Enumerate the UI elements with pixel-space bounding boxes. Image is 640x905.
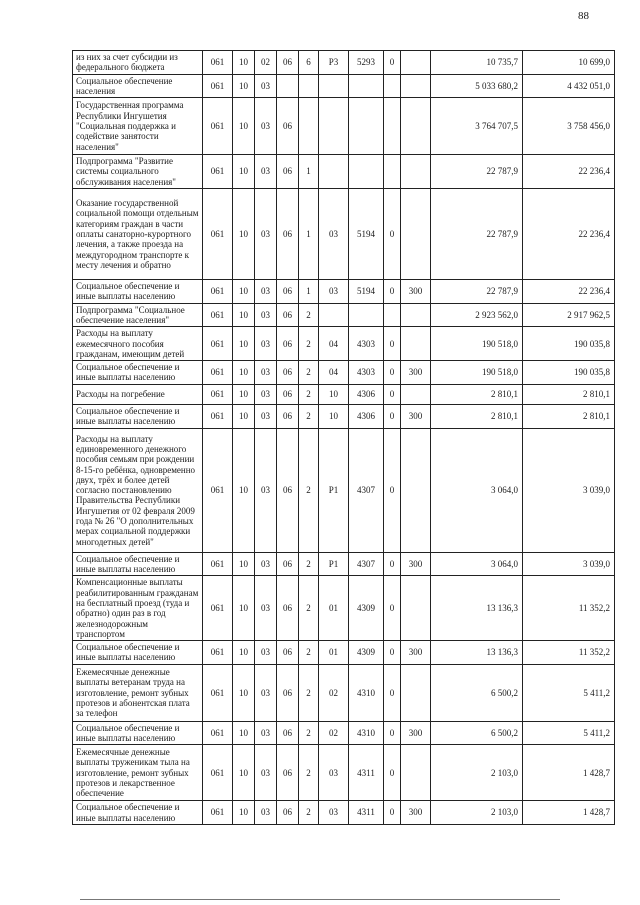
- code-section-cell: 10: [233, 327, 255, 361]
- code-extra-cell: 0: [384, 404, 401, 428]
- code-program-cell: 06: [277, 721, 299, 745]
- code-event-cell: [319, 155, 349, 189]
- row-name-cell: Расходы на выплату ежемесячного пособия гражданам, имеющим детей: [73, 327, 203, 361]
- code-event-cell: 04: [319, 361, 349, 385]
- amount-actual-cell: 11 352,2: [523, 641, 615, 665]
- expense-type-cell: 300: [401, 641, 431, 665]
- code-subprogram-cell: 2: [299, 361, 319, 385]
- code-program-cell: 06: [277, 303, 299, 327]
- code-extra-cell: [384, 98, 401, 155]
- code-section-cell: 10: [233, 155, 255, 189]
- amount-actual-cell: 190 035,8: [523, 327, 615, 361]
- code-program-cell: 06: [277, 98, 299, 155]
- code-direction-cell: 4309: [349, 576, 384, 641]
- code-admin-cell: 061: [203, 361, 233, 385]
- code-section-cell: 10: [233, 51, 255, 75]
- amount-planned-cell: 3 764 707,5: [431, 98, 523, 155]
- code-subsection-cell: 03: [255, 641, 277, 665]
- code-extra-cell: 0: [384, 384, 401, 404]
- code-section-cell: 10: [233, 189, 255, 280]
- code-section-cell: 10: [233, 404, 255, 428]
- amount-actual-cell: 3 039,0: [523, 428, 615, 552]
- amount-actual-cell: 5 411,2: [523, 721, 615, 745]
- table-row: [73, 384, 615, 404]
- code-program-cell: 06: [277, 641, 299, 665]
- amount-actual-cell: 2 917 962,5: [523, 303, 615, 327]
- code-admin-cell: 061: [203, 98, 233, 155]
- code-event-cell: 10: [319, 404, 349, 428]
- expense-type-cell: 300: [401, 280, 431, 304]
- row-name-cell: Социальное обеспечение населения: [73, 74, 203, 98]
- code-admin-cell: 061: [203, 51, 233, 75]
- code-section-cell: 10: [233, 552, 255, 576]
- code-subprogram-cell: 2: [299, 428, 319, 552]
- code-subsection-cell: 03: [255, 745, 277, 801]
- table-row: [73, 428, 615, 552]
- code-direction-cell: 4306: [349, 404, 384, 428]
- code-direction-cell: [349, 98, 384, 155]
- amount-actual-cell: 190 035,8: [523, 361, 615, 385]
- code-admin-cell: 061: [203, 664, 233, 721]
- expense-type-cell: 300: [401, 404, 431, 428]
- code-subsection-cell: 02: [255, 51, 277, 75]
- code-extra-cell: 0: [384, 576, 401, 641]
- row-name-cell: Социальное обеспечение и иные выплаты населению: [73, 721, 203, 745]
- amount-planned-cell: 2 103,0: [431, 801, 523, 825]
- code-admin-cell: 061: [203, 428, 233, 552]
- amount-planned-cell: 13 136,3: [431, 641, 523, 665]
- table-row: [73, 189, 615, 280]
- code-section-cell: 10: [233, 361, 255, 385]
- row-name-cell: Оказание государственной социальной помощи отдельным категориям граждан в части оплаты санаторно-курортного лечения, а также проезда на междугородном транспорте к месту лечения и обратно: [73, 189, 203, 280]
- expense-type-cell: [401, 98, 431, 155]
- table-row: [73, 303, 615, 327]
- code-subsection-cell: 03: [255, 74, 277, 98]
- code-direction-cell: 5194: [349, 280, 384, 304]
- table-row: [73, 98, 615, 155]
- code-subprogram-cell: 2: [299, 745, 319, 801]
- code-direction-cell: 5194: [349, 189, 384, 280]
- page-number: 88: [578, 10, 589, 22]
- expense-type-cell: [401, 189, 431, 280]
- code-section-cell: 10: [233, 280, 255, 304]
- code-admin-cell: 061: [203, 552, 233, 576]
- expense-type-cell: [401, 428, 431, 552]
- code-extra-cell: 0: [384, 280, 401, 304]
- amount-actual-cell: 3 039,0: [523, 552, 615, 576]
- code-admin-cell: 061: [203, 155, 233, 189]
- table-row: [73, 641, 615, 665]
- budget-table: [72, 50, 615, 825]
- code-direction-cell: 4311: [349, 801, 384, 825]
- amount-planned-cell: 22 787,9: [431, 280, 523, 304]
- code-program-cell: 06: [277, 576, 299, 641]
- code-subprogram-cell: 6: [299, 51, 319, 75]
- code-subprogram-cell: 1: [299, 155, 319, 189]
- row-name-cell: Социальное обеспечение и иные выплаты населению: [73, 641, 203, 665]
- amount-actual-cell: 11 352,2: [523, 576, 615, 641]
- table-row: [73, 552, 615, 576]
- amount-planned-cell: 2 810,1: [431, 404, 523, 428]
- code-program-cell: [277, 74, 299, 98]
- code-direction-cell: 4309: [349, 641, 384, 665]
- code-subsection-cell: 03: [255, 155, 277, 189]
- amount-planned-cell: 22 787,9: [431, 189, 523, 280]
- code-direction-cell: [349, 155, 384, 189]
- expense-type-cell: [401, 745, 431, 801]
- amount-actual-cell: 1 428,7: [523, 801, 615, 825]
- code-program-cell: 06: [277, 361, 299, 385]
- table-row: [73, 745, 615, 801]
- amount-actual-cell: 22 236,4: [523, 155, 615, 189]
- code-subprogram-cell: 2: [299, 641, 319, 665]
- amount-planned-cell: 5 033 680,2: [431, 74, 523, 98]
- expense-type-cell: [401, 384, 431, 404]
- code-admin-cell: 061: [203, 189, 233, 280]
- code-admin-cell: 061: [203, 641, 233, 665]
- code-subsection-cell: 03: [255, 428, 277, 552]
- code-section-cell: 10: [233, 74, 255, 98]
- code-admin-cell: 061: [203, 303, 233, 327]
- code-extra-cell: [384, 155, 401, 189]
- code-program-cell: 06: [277, 327, 299, 361]
- amount-actual-cell: 4 432 051,0: [523, 74, 615, 98]
- code-section-cell: 10: [233, 641, 255, 665]
- code-admin-cell: 061: [203, 745, 233, 801]
- code-event-cell: [319, 98, 349, 155]
- code-event-cell: Р1: [319, 428, 349, 552]
- amount-actual-cell: 2 810,1: [523, 404, 615, 428]
- table-row: [73, 721, 615, 745]
- code-section-cell: 10: [233, 384, 255, 404]
- code-program-cell: 06: [277, 189, 299, 280]
- amount-planned-cell: 190 518,0: [431, 361, 523, 385]
- code-event-cell: Р3: [319, 51, 349, 75]
- code-section-cell: 10: [233, 801, 255, 825]
- expense-type-cell: 300: [401, 552, 431, 576]
- code-extra-cell: 0: [384, 664, 401, 721]
- code-section-cell: 10: [233, 745, 255, 801]
- code-program-cell: 06: [277, 552, 299, 576]
- code-subprogram-cell: 2: [299, 552, 319, 576]
- amount-planned-cell: 6 500,2: [431, 721, 523, 745]
- code-subprogram-cell: 1: [299, 189, 319, 280]
- code-subprogram-cell: 2: [299, 404, 319, 428]
- expense-type-cell: [401, 576, 431, 641]
- expense-type-cell: 300: [401, 361, 431, 385]
- code-program-cell: 06: [277, 280, 299, 304]
- row-name-cell: Ежемесячные денежные выплаты ветеранам труда на изготовление, ремонт зубных протезов и абонентская плата за телефон: [73, 664, 203, 721]
- amount-planned-cell: 2 923 562,0: [431, 303, 523, 327]
- code-extra-cell: 0: [384, 428, 401, 552]
- amount-planned-cell: 3 064,0: [431, 552, 523, 576]
- code-subprogram-cell: 2: [299, 384, 319, 404]
- row-name-cell: Компенсационные выплаты реабилитированным гражданам на бесплатный проезд (туда и обратно) один раз в год железнодорожным транспортом: [73, 576, 203, 641]
- code-subsection-cell: 03: [255, 98, 277, 155]
- amount-planned-cell: 22 787,9: [431, 155, 523, 189]
- table-row: [73, 664, 615, 721]
- code-extra-cell: 0: [384, 361, 401, 385]
- code-admin-cell: 061: [203, 327, 233, 361]
- code-direction-cell: 4307: [349, 428, 384, 552]
- code-subprogram-cell: [299, 74, 319, 98]
- row-name-cell: из них за счет субсидии из федерального бюджета: [73, 51, 203, 75]
- expense-type-cell: [401, 51, 431, 75]
- expense-type-cell: 300: [401, 801, 431, 825]
- amount-actual-cell: 22 236,4: [523, 189, 615, 280]
- code-extra-cell: 0: [384, 327, 401, 361]
- amount-planned-cell: 6 500,2: [431, 664, 523, 721]
- expense-type-cell: 300: [401, 721, 431, 745]
- expense-type-cell: [401, 74, 431, 98]
- table-row: [73, 404, 615, 428]
- code-program-cell: 06: [277, 384, 299, 404]
- amount-actual-cell: 1 428,7: [523, 745, 615, 801]
- code-direction-cell: 4307: [349, 552, 384, 576]
- code-direction-cell: [349, 303, 384, 327]
- amount-actual-cell: 10 699,0: [523, 51, 615, 75]
- code-program-cell: 06: [277, 51, 299, 75]
- code-admin-cell: 061: [203, 280, 233, 304]
- code-program-cell: 06: [277, 428, 299, 552]
- amount-planned-cell: 3 064,0: [431, 428, 523, 552]
- code-subprogram-cell: 2: [299, 303, 319, 327]
- code-event-cell: 01: [319, 641, 349, 665]
- expense-type-cell: [401, 664, 431, 721]
- code-admin-cell: 061: [203, 576, 233, 641]
- table-row: [73, 155, 615, 189]
- code-event-cell: 02: [319, 664, 349, 721]
- code-subsection-cell: 03: [255, 576, 277, 641]
- amount-actual-cell: 5 411,2: [523, 664, 615, 721]
- code-direction-cell: 5293: [349, 51, 384, 75]
- code-event-cell: 03: [319, 745, 349, 801]
- table-row: [73, 361, 615, 385]
- code-subsection-cell: 03: [255, 327, 277, 361]
- code-extra-cell: 0: [384, 721, 401, 745]
- code-section-cell: 10: [233, 428, 255, 552]
- amount-planned-cell: 2 103,0: [431, 745, 523, 801]
- code-extra-cell: 0: [384, 745, 401, 801]
- code-event-cell: Р1: [319, 552, 349, 576]
- code-section-cell: 10: [233, 303, 255, 327]
- row-name-cell: Расходы на выплату единовременного денежного пособия семьям при рождении 8-15-го ребёнка, одновременно двух, трёх и более детей согласно постановлению Правительства Республики Ингушетия от 02 февраля 2009 года № 26 "О дополнительных мерах социальной поддержки многодетных детей": [73, 428, 203, 552]
- code-program-cell: 06: [277, 155, 299, 189]
- code-extra-cell: 0: [384, 189, 401, 280]
- code-subsection-cell: 03: [255, 280, 277, 304]
- code-admin-cell: 061: [203, 801, 233, 825]
- code-subprogram-cell: 2: [299, 327, 319, 361]
- code-admin-cell: 061: [203, 74, 233, 98]
- code-direction-cell: 4306: [349, 384, 384, 404]
- row-name-cell: Социальное обеспечение и иные выплаты населению: [73, 280, 203, 304]
- code-section-cell: 10: [233, 576, 255, 641]
- code-subsection-cell: 03: [255, 361, 277, 385]
- amount-planned-cell: 10 735,7: [431, 51, 523, 75]
- code-event-cell: 04: [319, 327, 349, 361]
- code-subsection-cell: 03: [255, 404, 277, 428]
- amount-actual-cell: 2 810,1: [523, 384, 615, 404]
- code-program-cell: 06: [277, 404, 299, 428]
- code-extra-cell: 0: [384, 552, 401, 576]
- code-direction-cell: 4303: [349, 361, 384, 385]
- code-subsection-cell: 03: [255, 801, 277, 825]
- code-subsection-cell: 03: [255, 664, 277, 721]
- code-subprogram-cell: 2: [299, 721, 319, 745]
- code-extra-cell: [384, 74, 401, 98]
- table-row: [73, 280, 615, 304]
- code-subsection-cell: 03: [255, 384, 277, 404]
- row-name-cell: Расходы на погребение: [73, 384, 203, 404]
- expense-type-cell: [401, 155, 431, 189]
- code-extra-cell: 0: [384, 51, 401, 75]
- code-event-cell: [319, 303, 349, 327]
- row-name-cell: Государственная программа Республики Ингушетия "Социальная поддержка и содействие занятости населения": [73, 98, 203, 155]
- code-event-cell: 01: [319, 576, 349, 641]
- code-admin-cell: 061: [203, 384, 233, 404]
- code-direction-cell: 4311: [349, 745, 384, 801]
- row-name-cell: Социальное обеспечение и иные выплаты населению: [73, 801, 203, 825]
- code-direction-cell: [349, 74, 384, 98]
- amount-planned-cell: 13 136,3: [431, 576, 523, 641]
- code-subsection-cell: 03: [255, 189, 277, 280]
- code-subprogram-cell: 1: [299, 280, 319, 304]
- amount-planned-cell: 2 810,1: [431, 384, 523, 404]
- table-row: [73, 801, 615, 825]
- table-row: [73, 51, 615, 75]
- amount-actual-cell: 22 236,4: [523, 280, 615, 304]
- code-event-cell: 03: [319, 280, 349, 304]
- code-extra-cell: 0: [384, 641, 401, 665]
- expense-type-cell: [401, 327, 431, 361]
- code-program-cell: 06: [277, 745, 299, 801]
- code-section-cell: 10: [233, 98, 255, 155]
- table-row: [73, 576, 615, 641]
- row-name-cell: Социальное обеспечение и иные выплаты населению: [73, 361, 203, 385]
- table-body: [73, 51, 615, 825]
- bottom-divider: [80, 899, 560, 900]
- amount-actual-cell: 3 758 456,0: [523, 98, 615, 155]
- table-row: [73, 327, 615, 361]
- row-name-cell: Подпрограмма "Социальное обеспечение населения": [73, 303, 203, 327]
- code-direction-cell: 4303: [349, 327, 384, 361]
- row-name-cell: Социальное обеспечение и иные выплаты населению: [73, 552, 203, 576]
- code-subprogram-cell: 2: [299, 576, 319, 641]
- code-direction-cell: 4310: [349, 664, 384, 721]
- code-event-cell: 03: [319, 189, 349, 280]
- code-direction-cell: 4310: [349, 721, 384, 745]
- code-section-cell: 10: [233, 721, 255, 745]
- code-admin-cell: 061: [203, 404, 233, 428]
- code-event-cell: 10: [319, 384, 349, 404]
- code-program-cell: 06: [277, 801, 299, 825]
- code-event-cell: [319, 74, 349, 98]
- row-name-cell: Подпрограмма "Развитие системы социального обслуживания населения": [73, 155, 203, 189]
- code-section-cell: 10: [233, 664, 255, 721]
- code-subsection-cell: 03: [255, 721, 277, 745]
- code-event-cell: 03: [319, 801, 349, 825]
- table-row: [73, 74, 615, 98]
- code-event-cell: 02: [319, 721, 349, 745]
- code-subprogram-cell: 2: [299, 801, 319, 825]
- code-extra-cell: 0: [384, 801, 401, 825]
- code-subsection-cell: 03: [255, 303, 277, 327]
- code-admin-cell: 061: [203, 721, 233, 745]
- code-program-cell: 06: [277, 664, 299, 721]
- row-name-cell: Социальное обеспечение и иные выплаты населению: [73, 404, 203, 428]
- row-name-cell: Ежемесячные денежные выплаты труженикам тыла на изготовление, ремонт зубных протезов и лекарственное обеспечение: [73, 745, 203, 801]
- code-subprogram-cell: [299, 98, 319, 155]
- expense-type-cell: [401, 303, 431, 327]
- code-subsection-cell: 03: [255, 552, 277, 576]
- amount-planned-cell: 190 518,0: [431, 327, 523, 361]
- code-subprogram-cell: 2: [299, 664, 319, 721]
- code-extra-cell: [384, 303, 401, 327]
